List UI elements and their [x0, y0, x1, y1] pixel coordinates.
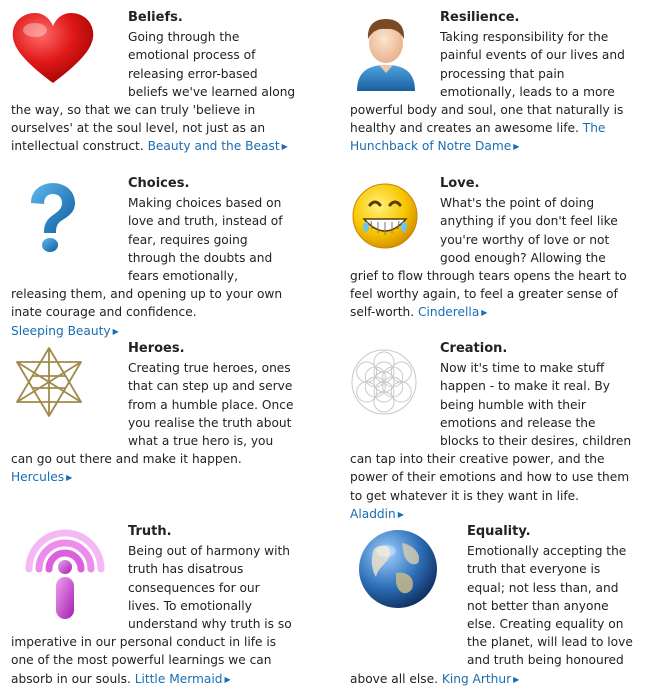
card-link-label: King Arthur [441, 671, 512, 686]
arrow-right-icon: ▶ [481, 308, 488, 318]
card-text: Emotionally accepting the truth that everyone is equal; not less than, and not better than anyone else. Creating equality on the planet, will lead to love and truth being honoured above all else. [350, 544, 633, 686]
star-tetrahedron-icon [11, 342, 128, 434]
card-link[interactable] [11, 470, 72, 484]
card-text: Creating true heroes, ones that can step up and serve from a humble place. Once you realise the truth about what a true hero is, you can go out there and make it happen. [11, 361, 294, 467]
card-choices [11, 175, 294, 341]
arrow-right-icon: ▶ [112, 326, 119, 336]
card-text: What's the point of doing anything if you don't feel like you're worthy of love or not good enough? Allowing the grief to flow through tears opens the heart to feel worthy again, to feel a greater sense of self-worth. [350, 196, 627, 320]
arrow-right-icon: ▶ [66, 473, 73, 483]
card-text: Now it's time to make stuff happen - to make it real. By being humble with their emotions and release the blocks to their desires, children can tap into their creative power, and the power of their emotions and how to use them to get whatever it is they want in life. [350, 361, 632, 503]
card-link-label: Beauty and the Beast [147, 139, 280, 154]
card-title: Love. [440, 176, 480, 191]
arrow-right-icon: ▶ [513, 674, 520, 684]
arrow-right-icon: ▶ [397, 509, 404, 519]
card-truth [11, 523, 294, 689]
arrow-right-icon: ▶ [513, 142, 520, 152]
card-link[interactable] [148, 139, 288, 153]
smiley-icon [350, 177, 440, 267]
card-link[interactable] [135, 672, 231, 686]
card-link-label: Aladdin [350, 506, 396, 521]
card-resilience [350, 9, 635, 157]
card-link-label: Sleeping Beauty [11, 323, 111, 338]
card-link-label: Hercules [11, 470, 65, 485]
globe-icon [350, 525, 467, 653]
card-creation [350, 340, 635, 524]
card-beliefs [11, 9, 301, 157]
card-link-label: Little Mermaid [134, 671, 223, 686]
heart-icon [11, 11, 128, 99]
card-link[interactable] [11, 324, 119, 338]
card-title: Choices. [128, 176, 190, 191]
person-icon [350, 11, 440, 99]
question-mark-icon [11, 177, 128, 269]
card-text: Being out of harmony with truth has disatrous consequences for our lives. To emotionally understand why truth is so imperative in our personal conduct in life is one of the most powerful learnings we can absorb in our souls. [11, 544, 292, 686]
card-title: Heroes. [128, 341, 185, 356]
card-love [350, 175, 635, 323]
card-heroes [11, 340, 294, 488]
card-text: Making choices based on love and truth, instead of fear, requires going through the doubts and fears emotionally, releasing them, and opening up to your own inate courage and confidence. [11, 196, 283, 320]
card-title: Equality. [467, 524, 531, 539]
card-title: Truth. [128, 524, 172, 539]
card-link[interactable] [350, 507, 404, 521]
card-equality [350, 523, 635, 689]
flower-of-life-icon [350, 342, 440, 434]
card-text: Taking responsibility for the painful events of our lives and processing that pain emotionally, leads to a more powerful body and soul, one that naturally is healthy and creates an awesome life. [350, 30, 625, 136]
broadcast-icon [11, 525, 128, 617]
card-title: Creation. [440, 341, 508, 356]
card-text: Going through the emotional process of releasing error-based beliefs we've learned along the way, so that we can truly 'believe in ourselves' at the soul level, not just as an intellectual construct. [11, 30, 296, 154]
card-link[interactable] [442, 672, 519, 686]
card-link[interactable] [418, 305, 488, 319]
card-title: Resilience. [440, 10, 520, 25]
card-link-label: The Hunchback of Notre Dame [350, 121, 606, 154]
card-link-label: Cinderella [417, 305, 480, 320]
card-title: Beliefs. [128, 10, 183, 25]
arrow-right-icon: ▶ [281, 142, 288, 152]
arrow-right-icon: ▶ [224, 674, 231, 684]
